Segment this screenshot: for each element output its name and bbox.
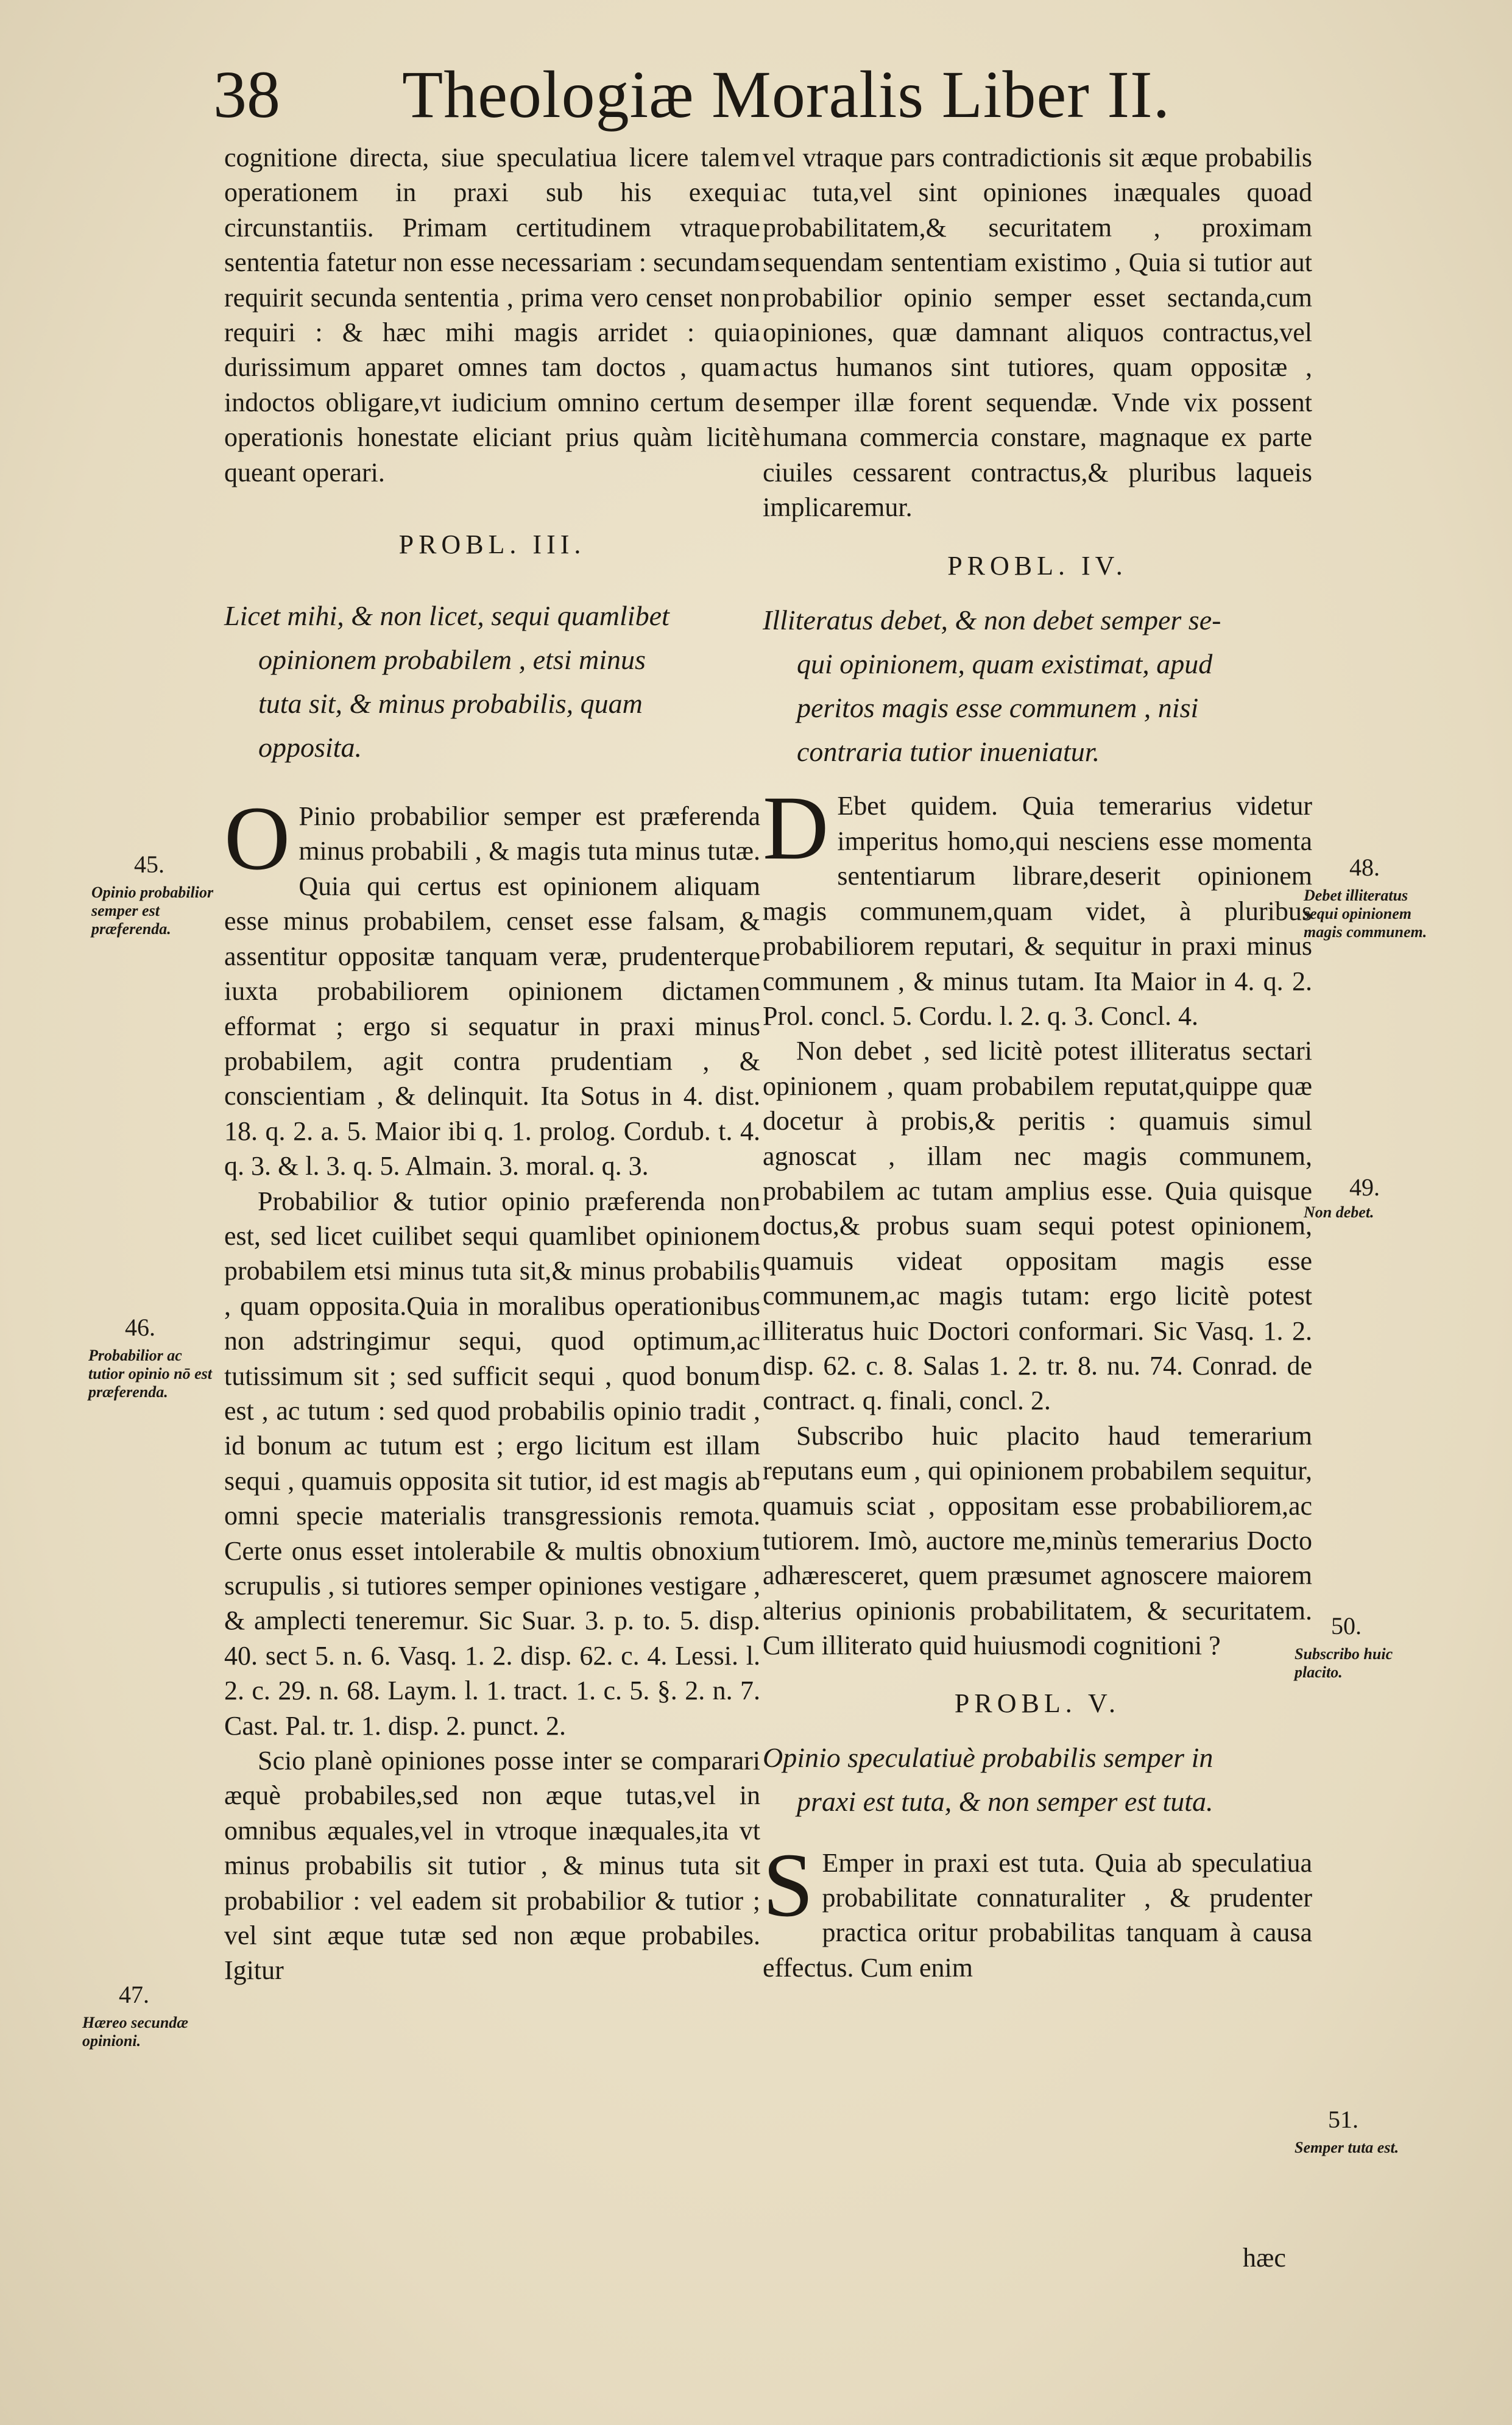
margin-note-49: Non debet. xyxy=(1304,1203,1374,1221)
page-header xyxy=(213,56,1322,141)
title-line: Licet mihi, & non licet, sequi quamlibet xyxy=(224,600,669,632)
paragraph-46: Probabilior & tutior opinio præferenda non est, sed licet cuilibet sequi quamlibet opinionem probabilem etsi minus tuta sit,& minus probabilis , quam opposita.Quia in moralibus operationibus non adstringimur sequi, quod optimum,ac tutissimum sit ; sed sufficit sequi , quod bonum est , ac tutum : sed quod probabilis opinio tradit , id bonum ac tutum est ; ergo licitum est illam sequi , quamuis opposita sit tutior, id est magis ab omni specie materialis transgressionis remota. Certe onus esset intolerabile & multis obnoxium scrupulis , si tutiores semper opiniones vestigare , & amplecti teneremur. Sic Suar. 3. p. to. 5. disp. 40. sect 5. n. 6. Vasq. 1. 2. disp. 62. c. 4. Lessi. l. 2. c. 29. n. 68. Laym. l. 1. tract. 1. c. 5. §. 2. n. 7. Cast. Pal. tr. 1. disp. 2. punct. 2. xyxy=(224,1186,760,1741)
margin-note-48: Debet illiteratus sequi opinionem magis communem. xyxy=(1304,887,1427,941)
paragraph-text: Ebet quidem. Quia temerarius videtur imperitus homo,qui nesciens esse momenta sententiarum librare,deserit opinionem magis communem,quam videt, à pluribus probabiliorem reputari, & sequitur in praxi minus communem , & minus tutam. Ita Maior in 4. q. 2. Prol. concl. 5. Cordu. l. 2. q. 3. Concl. 4. xyxy=(763,791,1312,1031)
paragraph-50: Subscribo huic placito haud temerarium reputans eum , qui opinionem probabilem sequitur, quamuis sciat , oppositam esse probabiliorem,ac tutiorem. Imò, auctore me,minùs temerarius Docto adhæresceret, quem præsumet agnoscere maiorem alterius opinionis probabilitatem, & securitatem. Cum illiterato quid huiusmodi cognitioni ? xyxy=(763,1420,1312,1661)
page-number: 38 xyxy=(213,57,280,132)
drop-cap: S xyxy=(763,1834,814,1936)
margin-number-45: 45. xyxy=(134,851,164,878)
paragraph-51 xyxy=(763,1834,1312,1986)
title-line: qui opinionem, quam existimat, apud xyxy=(797,648,1213,680)
margin-note-51: Semper tuta est. xyxy=(1295,2139,1399,2156)
title-line: praxi est tuta, & non semper est tuta. xyxy=(797,1785,1213,1817)
paragraph-47: Scio planè opiniones posse inter se comparari æquè probabiles,sed non æque tutas,vel in omnibus æquales,vel in vtroque inæquales,ita vt minus probabilis sit tutior , & minus tuta sit probabilior : vel eadem sit probabilior & tutior ; vel sint æque tutæ sed non æque probabiles. Igitur xyxy=(224,1746,760,1986)
continued-paragraph: vel vtraque pars contradictionis sit æque probabilis ac tuta,vel sint opiniones inæquales quoad probabilitatem,& securitatem , proximam sequendam sententiam existimo , Quia si tutior aut probabilior opinio semper esset sectanda,cum opiniones, quæ damnant aliquos contractus,vel actus humanos sint tutiores, quam oppositæ , semper illæ forent sequendæ. Vnde vix possent humana commercia constare, magnaque ex parte ciuiles cessarent contractus,& pluribus laqueis implicaremur. xyxy=(763,143,1312,523)
title-line: Illiteratus debet, & non debet semper se- xyxy=(763,604,1221,636)
right-column xyxy=(763,140,1312,1985)
margin-number-49: 49. xyxy=(1349,1174,1380,1201)
margin-note-47: Hæreo secundæ opinioni. xyxy=(82,2014,189,2050)
paragraph-49: Non debet , sed licitè potest illiteratus sectari opinionem , quam probabilem reputat,quippe quæ docetur à probis,& peritis : quamuis simul agnoscat , illam nec magis communem, probabilem ac tutam amplius esse. Quia quisque doctus,& probus suam sequi potest opinionem, quamuis videat oppositam magis esse communem,ac magis tutam: ergo licitè potest illiteratus huic Doctori conformari. Sic Vasq. 1. 2. disp. 62. c. 8. Salas 1. 2. tr. 8. nu. 74. Conrad. de contract. q. finali, concl. 2. xyxy=(763,1036,1312,1416)
running-title: Theologiæ Moralis Liber II. xyxy=(402,57,1171,132)
probl-5-heading: PROBL. V. xyxy=(954,1688,1121,1718)
intro-paragraph: cognitione directa, siue speculatiua licere talem operationem in praxi sub his exequi circunstantiis. Primam certitudinem vtraque sententia fatetur non esse necessariam : secundam requirit secunda sententia , prima vero censet non requiri : & hæc mihi magis arridet : quia durissimum apparet omnes tam doctos , quam indoctos obligare,vt iudicium omnino certum de operationis honestate eliciant prius quàm licitè queant operari. xyxy=(224,143,760,487)
probl-5-title xyxy=(763,1736,1312,1824)
probl-3-title xyxy=(224,594,760,770)
drop-cap: O xyxy=(224,788,291,890)
paragraph-48 xyxy=(763,777,1312,1033)
margin-number-51: 51. xyxy=(1328,2106,1358,2133)
title-line: opposita. xyxy=(258,732,362,763)
probl-4-title xyxy=(763,598,1312,774)
left-column xyxy=(224,140,760,1988)
margin-number-47: 47. xyxy=(119,1981,149,2008)
margin-note-45: Opinio probabilior semper est præferenda. xyxy=(91,883,214,938)
paragraph-45 xyxy=(224,788,760,1183)
drop-cap: D xyxy=(763,777,829,879)
margin-number-46: 46. xyxy=(125,1314,155,1341)
paragraph-text: Emper in praxi est tuta. Quia ab speculatiua probabilitate connaturaliter , & prudenter practica oritur probabilitas tanquam à causa effectus. Cum enim xyxy=(763,1847,1312,1983)
margin-number-48: 48. xyxy=(1349,854,1380,881)
title-line: opinionem probabilem , etsi minus xyxy=(258,644,646,676)
title-line: peritos magis esse communem , nisi xyxy=(797,692,1199,724)
title-line: Opinio speculatiuè probabilis semper in xyxy=(763,1741,1213,1773)
title-line: contraria tutior inueniatur. xyxy=(797,736,1100,768)
margin-note-50: Subscribo huic placito. xyxy=(1295,1645,1393,1681)
catchword: hæc xyxy=(1243,2243,1286,2273)
paragraph-text: Pinio probabilior semper est præferenda minus probabili , & magis tuta minus tutæ. Quia qui certus est opinionem aliquam esse minus probabilem, censet esse falsam, & assentitur oppositæ tanquam veræ, prudenterque iuxta probabiliorem opinionem dictamen efformat ; ergo si sequatur in praxi minus probabilem, agit contra prudentiam , & conscientiam , & delinquit. Ita Sotus in 4. dist. 18. q. 2. a. 5. Maior ibi q. 1. prolog. Cordub. t. 4. q. 3. & l. 3. q. 5. Almain. 3. moral. q. 3. xyxy=(224,801,760,1181)
margin-number-50: 50. xyxy=(1331,1612,1362,1640)
title-line: tuta sit, & minus probabilis, quam xyxy=(258,688,643,720)
margin-note-46: Probabilior ac tutior opinio nō est præferenda. xyxy=(88,1347,212,1401)
probl-4-heading: PROBL. IV. xyxy=(947,551,1128,581)
probl-3-heading: PROBL. III. xyxy=(398,529,586,560)
